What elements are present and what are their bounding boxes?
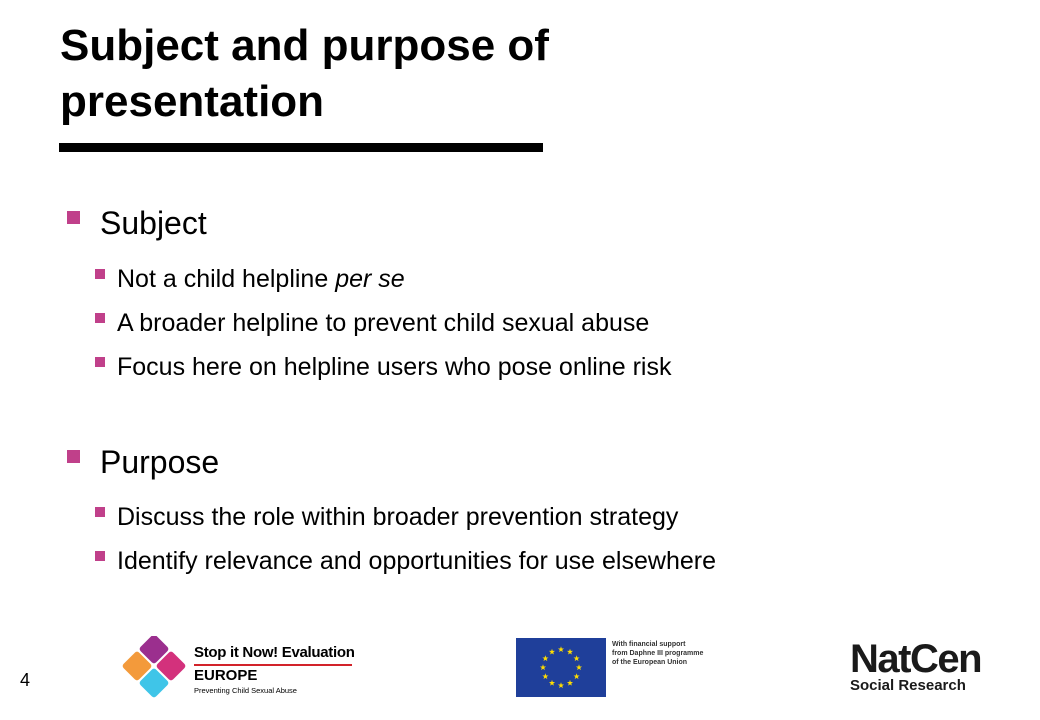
list-item [95,265,405,294]
natcen-name: NatCen [850,637,982,681]
list-item [95,503,678,532]
section-heading-purpose [67,444,219,481]
list-item-text: A broader helpline to prevent child sexual abuse [117,309,650,337]
list-item-text: Discuss the role within broader prevention strategy [117,503,679,531]
puzzle-mark-icon [116,636,190,702]
square-bullet-icon [95,551,105,561]
list-item-text: Focus here on helpline users who pose online risk [117,353,672,381]
list-item-text: Identify relevance and opportunities for use elsewhere [117,547,716,575]
list-item [95,547,716,576]
stop-it-now-tagline: Preventing Child Sexual Abuse [194,686,297,695]
slide-title: Subject and purpose of presentation [60,21,549,126]
stop-it-now-subtitle: EUROPE [194,667,258,684]
stop-it-now-title: Stop it Now! Evaluation [194,644,355,661]
eu-line: of the European Union [612,659,688,666]
section-heading-subject [67,205,207,242]
emphasis-text: per se [335,265,405,293]
eu-line: With financial support [612,641,686,648]
section-heading-text: Subject [100,205,207,241]
page-number: 4 [20,670,31,690]
square-bullet-icon [95,269,105,279]
list-item [95,353,671,382]
eu-flag-icon [516,638,606,697]
section-heading-text: Purpose [100,444,220,480]
square-bullet-icon [95,357,105,367]
square-bullet-icon [67,211,80,224]
square-bullet-icon [95,507,105,517]
title-underline [59,143,543,152]
natcen-logo [850,637,982,694]
list-item [95,309,649,338]
stop-it-now-logo [116,636,356,702]
square-bullet-icon [95,313,105,323]
square-bullet-icon [67,450,80,463]
list-item-text: Not a child helpline per se [117,265,405,293]
eu-funding-note [612,640,703,667]
logo-divider [194,664,352,666]
natcen-subtitle: Social Research [850,677,966,694]
eu-line: from Daphne III programme [612,650,704,657]
